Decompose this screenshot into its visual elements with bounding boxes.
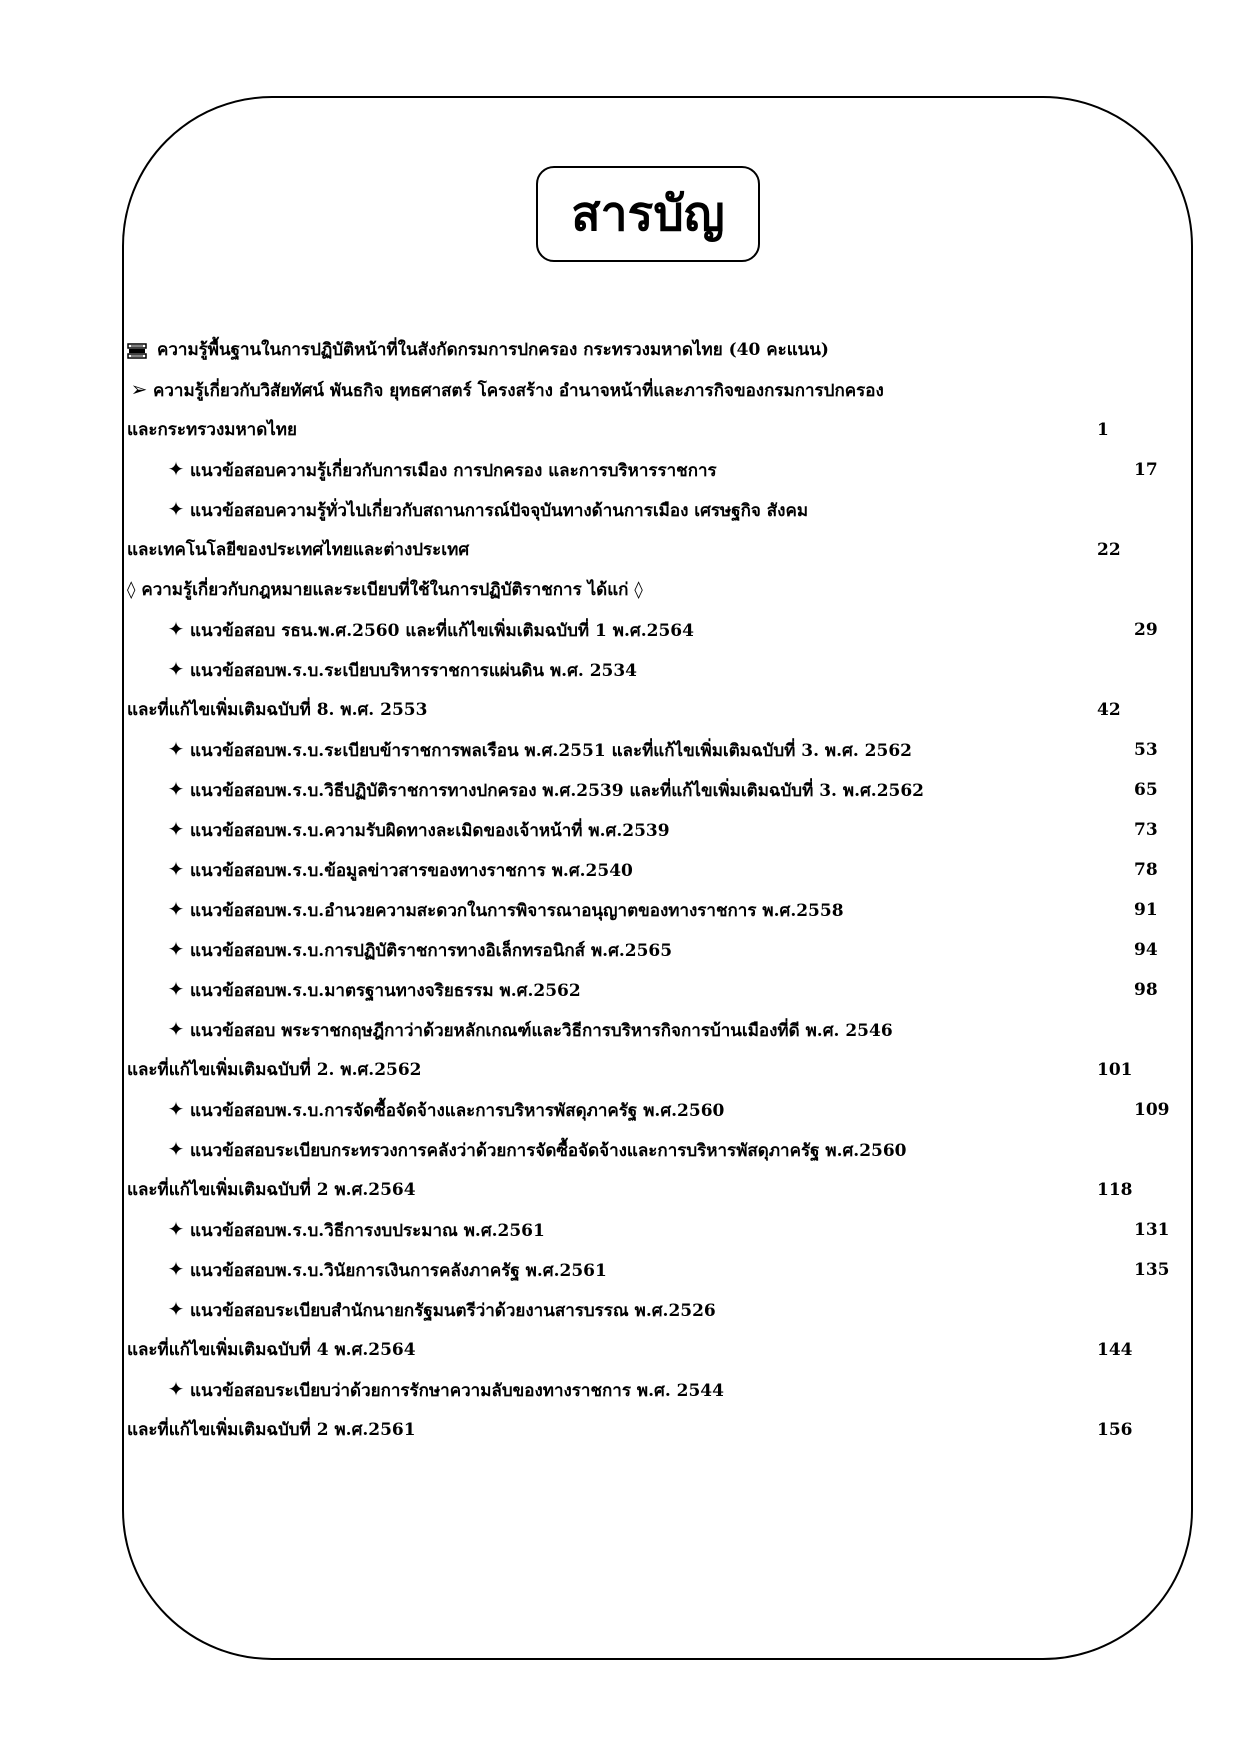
toc-entry-text: แนวข้อสอบพ.ร.บ.วินัยการเงินการคลังภาครัฐ พ.ศ.2561 [190, 1261, 607, 1281]
four-point-star-icon: ✦ [167, 657, 185, 681]
four-point-star-icon: ✦ [167, 897, 185, 921]
toc-entry-text: และที่แก้ไขเพิ่มเติมฉบับที่ 4 พ.ศ.2564 [127, 1340, 416, 1360]
toc-entry [127, 893, 1184, 927]
toc-entry [127, 693, 1147, 727]
toc-entry [127, 1093, 1184, 1127]
four-point-star-icon: ✦ [167, 777, 185, 801]
toc-page-number: 131 [1134, 1220, 1170, 1240]
toc-entry-text: แนวข้อสอบระเบียบกระทรวงการคลังว่าด้วยการจัดซื้อจัดจ้างและการบริหารพัสดุภาครัฐ พ.ศ.2560 [190, 1141, 907, 1161]
toc-page-number: 78 [1134, 860, 1158, 880]
toc-page-number: 156 [1097, 1420, 1133, 1440]
arrow-bullet-icon: ➢ [130, 377, 148, 401]
toc-entry [127, 533, 1147, 567]
toc-entry-text: แนวข้อสอบพ.ร.บ.อำนวยความสะดวกในการพิจารณาอนุญาตของทางราชการ พ.ศ.2558 [190, 901, 844, 921]
toc-entry-text: แนวข้อสอบพ.ร.บ.ข้อมูลข่าวสารของทางราชการ พ.ศ.2540 [190, 861, 633, 881]
four-point-star-icon: ✦ [167, 937, 185, 961]
toc-entry-text: แนวข้อสอบ รธน.พ.ศ.2560 และที่แก้ไขเพิ่มเติมฉบับที่ 1 พ.ศ.2564 [190, 621, 694, 641]
toc-entry-text: แนวข้อสอบพ.ร.บ.วิธีการงบประมาณ พ.ศ.2561 [190, 1221, 545, 1241]
four-point-star-icon: ✦ [167, 1017, 185, 1041]
toc-page-number: 101 [1097, 1060, 1133, 1080]
four-point-star-icon: ✦ [167, 1377, 185, 1401]
toc-page-number: 91 [1134, 900, 1158, 920]
toc-entry-text: แนวข้อสอบความรู้เกี่ยวกับการเมือง การปกครอง และการบริหารราชการ [190, 461, 717, 481]
toc-page-number: 94 [1134, 940, 1158, 960]
toc-entry-text: ◊ ความรู้เกี่ยวกับกฎหมายและระเบียบที่ใช้ในการปฏิบัติราชการ ได้แก่ ◊ [127, 580, 643, 600]
toc-entry-text: แนวข้อสอบระเบียบว่าด้วยการรักษาความลับของทางราชการ พ.ศ. 2544 [190, 1381, 724, 1401]
toc-page-number: 98 [1134, 980, 1158, 1000]
toc-entry [127, 1413, 1147, 1447]
four-point-star-icon: ✦ [167, 1137, 185, 1161]
toc-page-number: 29 [1134, 620, 1158, 640]
toc-page-number: 135 [1134, 1260, 1170, 1280]
four-point-star-icon: ✦ [167, 817, 185, 841]
toc-entry-text: แนวข้อสอบพ.ร.บ.การจัดซื้อจัดจ้างและการบริหารพัสดุภาครัฐ พ.ศ.2560 [190, 1101, 725, 1121]
toc-entry-text: และที่แก้ไขเพิ่มเติมฉบับที่ 2 พ.ศ.2564 [127, 1180, 416, 1200]
toc-entry [127, 413, 1147, 447]
toc-entry [127, 733, 1184, 767]
toc-entry [127, 333, 1147, 367]
toc-entry-text: และที่แก้ไขเพิ่มเติมฉบับที่ 2 พ.ศ.2561 [127, 1420, 416, 1440]
four-point-star-icon: ✦ [167, 457, 185, 481]
toc-entry-text: แนวข้อสอบพ.ร.บ.ระเบียบข้าราชการพลเรือน พ.ศ.2551 และที่แก้ไขเพิ่มเติมฉบับที่ 3. พ.ศ. 2562 [190, 741, 912, 761]
toc-entry-text: ความรู้เกี่ยวกับวิสัยทัศน์ พันธกิจ ยุทธศาสตร์ โครงสร้าง อำนาจหน้าที่และภารกิจของกรมการปกครอง [153, 381, 884, 401]
toc-entry [127, 1293, 1184, 1327]
toc-page-number: 53 [1134, 740, 1158, 760]
toc-entry-text: ความรู้พื้นฐานในการปฏิบัติหน้าที่ในสังกัดกรมการปกครอง กระทรวงมหาดไทย (40 คะแนน) [157, 340, 829, 360]
toc-entry-text: แนวข้อสอบพ.ร.บ.มาตรฐานทางจริยธรรม พ.ศ.2562 [190, 981, 581, 1001]
toc-entry-text: และที่แก้ไขเพิ่มเติมฉบับที่ 8. พ.ศ. 2553 [127, 700, 428, 720]
toc-entry-text: แนวข้อสอบความรู้ทั่วไปเกี่ยวกับสถานการณ์ปัจจุบันทางด้านการเมือง เศรษฐกิจ สังคม [190, 501, 809, 521]
toc-entry-text: แนวข้อสอบพ.ร.บ.การปฏิบัติราชการทางอิเล็กทรอนิกส์ พ.ศ.2565 [190, 941, 673, 961]
four-point-star-icon: ✦ [167, 617, 185, 641]
toc-page-number: 65 [1134, 780, 1158, 800]
toc-entry [127, 573, 1147, 607]
toc-page-number: 17 [1134, 460, 1158, 480]
toc-entry [127, 493, 1184, 527]
four-point-star-icon: ✦ [167, 497, 185, 521]
toc-entry-text: และกระทรวงมหาดไทย [127, 420, 297, 440]
four-point-star-icon: ✦ [167, 737, 185, 761]
toc-entry [127, 813, 1184, 847]
toc-page-number: 109 [1134, 1100, 1170, 1120]
toc-page-number: 73 [1134, 820, 1158, 840]
toc-entry [127, 653, 1184, 687]
toc-entry-text: แนวข้อสอบพ.ร.บ.ความรับผิดทางละเมิดของเจ้าหน้าที่ พ.ศ.2539 [190, 821, 670, 841]
toc-page-number: 144 [1097, 1340, 1133, 1360]
toc-entry [127, 973, 1184, 1007]
toc-entry [127, 1253, 1184, 1287]
toc-entry-text: แนวข้อสอบ พระราชกฤษฎีกาว่าด้วยหลักเกณฑ์และวิธีการบริหารกิจการบ้านเมืองที่ดี พ.ศ. 2546 [190, 1021, 893, 1041]
toc-entry [127, 1373, 1184, 1407]
toc-entry-text: แนวข้อสอบพ.ร.บ.วิธีปฏิบัติราชการทางปกครอง พ.ศ.2539 และที่แก้ไขเพิ่มเติมฉบับที่ 3. พ.ศ.2562 [190, 781, 925, 801]
four-point-star-icon: ✦ [167, 1297, 185, 1321]
four-point-star-icon: ✦ [167, 977, 185, 1001]
four-point-star-icon: ✦ [167, 1257, 185, 1281]
toc-entry [127, 1133, 1184, 1167]
toc-page-number: 118 [1097, 1180, 1133, 1200]
toc-entry-text: แนวข้อสอบพ.ร.บ.ระเบียบบริหารราชการแผ่นดิน พ.ศ. 2534 [190, 661, 638, 681]
books-icon [127, 342, 147, 360]
toc-entry-text: แนวข้อสอบระเบียบสำนักนายกรัฐมนตรีว่าด้วยงานสารบรรณ พ.ศ.2526 [190, 1301, 716, 1321]
toc-entry [127, 373, 1147, 407]
toc-entry [127, 1173, 1147, 1207]
toc-entry [127, 1333, 1147, 1367]
toc-entry [127, 1213, 1184, 1247]
toc-page-number: 1 [1097, 420, 1109, 440]
toc-entry [127, 613, 1184, 647]
four-point-star-icon: ✦ [167, 857, 185, 881]
toc-page-number: 42 [1097, 700, 1121, 720]
toc-entry [127, 933, 1184, 967]
four-point-star-icon: ✦ [167, 1217, 185, 1241]
toc-entry-text: และที่แก้ไขเพิ่มเติมฉบับที่ 2. พ.ศ.2562 [127, 1060, 422, 1080]
toc-entry-text: และเทคโนโลยีของประเทศไทยและต่างประเทศ [127, 540, 470, 560]
toc-page-number: 22 [1097, 540, 1121, 560]
four-point-star-icon: ✦ [167, 1097, 185, 1121]
page-title: สารบัญ [536, 166, 760, 262]
toc-entry [127, 1013, 1184, 1047]
toc-entry [127, 1053, 1147, 1087]
toc-entry [127, 853, 1184, 887]
toc-entry [127, 453, 1184, 487]
toc-entry [127, 773, 1184, 807]
